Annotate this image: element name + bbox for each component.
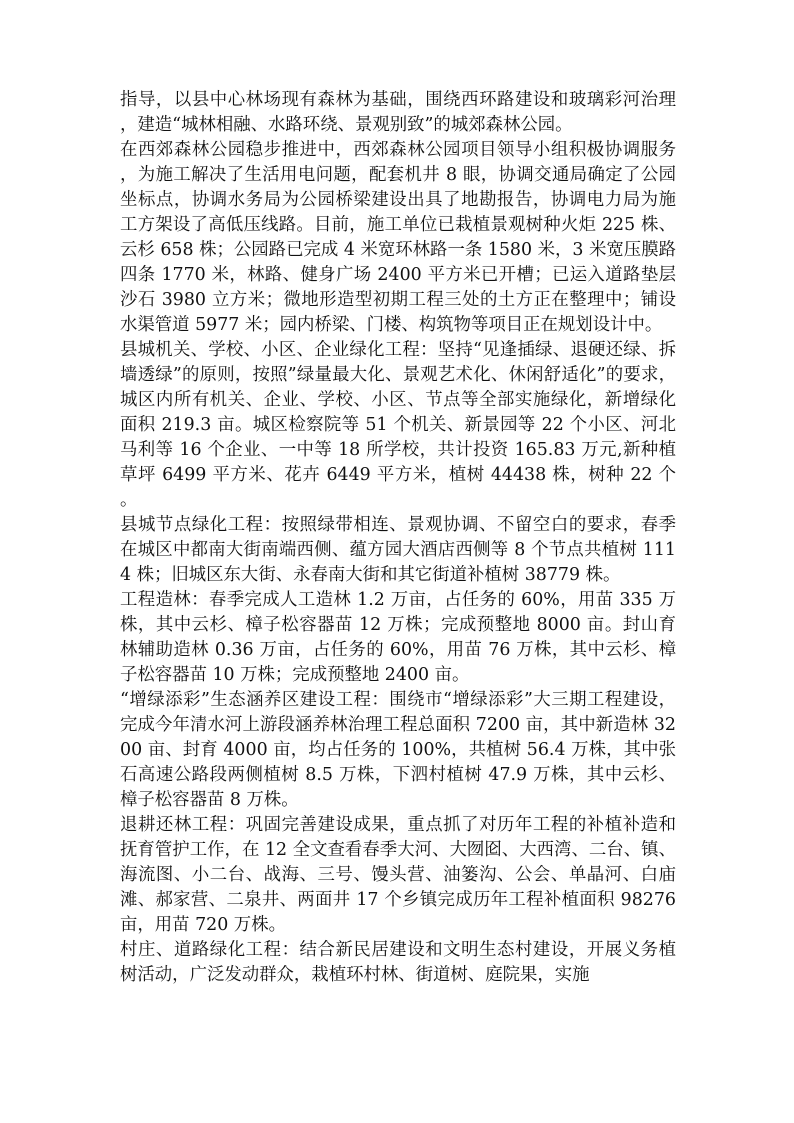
document-page: [120, 88, 676, 988]
paragraph-park-intro: 指导，以县中心林场现有森林为基础，围绕西环路建设和玻璃彩河治理，建造“城林相融、水路环绕、景观别致”的城郊森林公园。: [120, 90, 676, 135]
paragraph-village-road-greening: 村庄、道路绿化工程：结合新民居建设和文明生态村建设，开展义务植树活动，广泛发动群众，栽植环村林、街道树、庭院果，实施: [120, 940, 676, 985]
paragraph-county-greening: 县城机关、学校、小区、企业绿化工程：坚持“见逢插绿、退硬还绿、拆墙透绿”的原则，按照”绿量最大化、景观艺术化、休闲舒适化”的要求，城区内所有机关、企业、学校、小区、节点等全部实施绿化，新增绿化面积 219.3 亩。城区检察院等 51 个机关、新景园等 22 个小区、河北马利等 16 个企业、一中等 18 所学校，共计投资 165.83 万元,新种植草坪 6499 平方米、花卉 6449 平方米，植树 44438 株，树种 22 个。: [120, 340, 676, 510]
paragraph-node-greening: 县城节点绿化工程：按照绿带相连、景观协调、不留空白的要求，春季在城区中都南大街南端西侧、蕴方园大酒店西侧等 8 个节点共植树 1114 株；旧城区东大街、永春南大街和其它街道补植树 38779 株。: [120, 515, 676, 585]
paragraph-conservation-zone: “增绿添彩”生态涵养区建设工程：围绕市“增绿添彩”大三期工程建设，完成今年清水河上游段涵养林治理工程总面积 7200 亩，其中新造林 3200 亩、封育 4000 亩，均占任务的 100%，共植树 56.4 万株，其中张石高速公路段两侧植树 8.5 万株，下泗村植树 47.9 万株，其中云杉、樟子松容器苗 8 万株。: [120, 690, 676, 810]
paragraph-west-park-progress: 在西郊森林公园稳步推进中，西郊森林公园项目领导小组积极协调服务，为施工解决了生活用电问题，配套机井 8 眼，协调交通局确定了公园坐标点，协调水务局为公园桥梁建设出具了地勘报告，协调电力局为施工方架设了高低压线路。目前，施工单位已栽植景观树种火炬 225 株、云杉 658 株；公园路已完成 4 米宽环林路一条 1580 米，3 米宽压膜路四条 1770 米，林路、健身广场 2400 平方米已开槽；已运入道路垫层沙石 3980 立方米；微地形造型初期工程三处的土方正在整理中；铺设水渠管道 5977 米；园内桥梁、门楼、构筑物等项目正在规划设计中。: [120, 140, 676, 335]
paragraph-afforestation: 工程造林：春季完成人工造林 1.2 万亩，占任务的 60%，用苗 335 万株，其中云杉、樟子松容器苗 12 万株；完成预整地 8000 亩。封山育林辅助造林 0.36 万亩，占任务的 60%，用苗 76 万株，其中云杉、樟子松容器苗 10 万株；完成预整地 2400 亩。: [120, 590, 676, 685]
paragraph-returning-farmland: 退耕还林工程：巩固完善建设成果，重点抓了对历年工程的补植补造和抚育管护工作，在 12 全文查看春季大河、大囫囵、大西湾、二台、镇、海流图、小二台、战海、三号、馒头营、油篓沟、公会、单晶河、白庙滩、郝家营、二泉井、两面井 17 个乡镇完成历年工程补植面积 98276 亩，用苗 720 万株。: [120, 815, 676, 935]
